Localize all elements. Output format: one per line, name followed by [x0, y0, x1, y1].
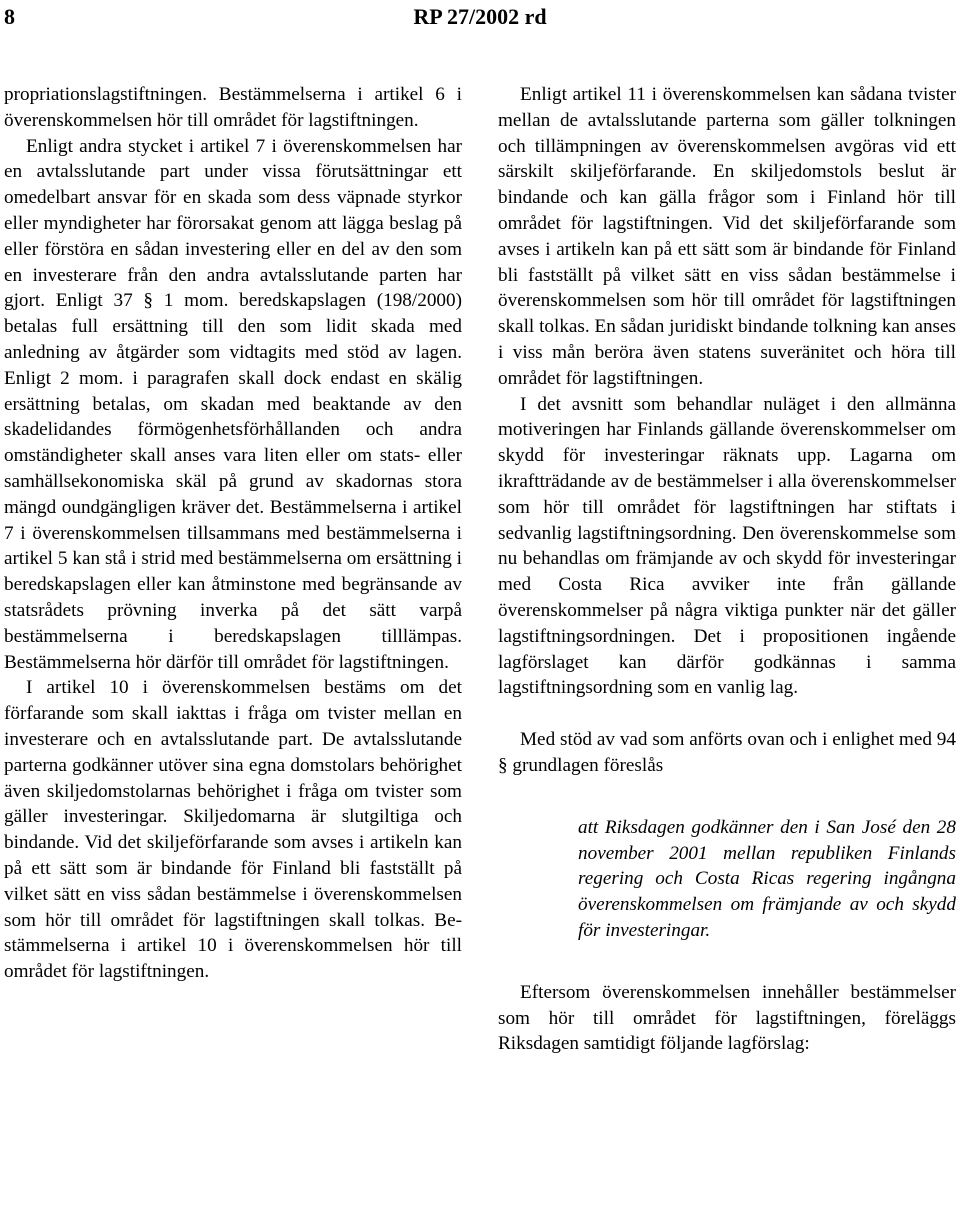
paragraph: Eftersom överenskommelsen innehåller bestämmelser som hör till området för lagstiftningen, föreläggs Riksdagen samtidigt följande lagförslag:: [498, 981, 956, 1055]
page-number: 8: [4, 4, 15, 29]
right-column: [498, 82, 956, 1057]
page-header: [0, 4, 960, 34]
paragraph: I det avsnitt som behandlar nuläget i den allmänna motiveringen har Finlands gällande överenskommelser om skydd för investeringar räknats upp. Lagarna om ikraftträdande av de bestämmelser i alla överenskommelser som hör till området för lagstiftningen har stiftats i sedvanlig lagstiftningsordning. Den överenskommelse som nu behandlas om främjande av och skydd för investeringar med Costa Rica avviker inte från gällande överenskommelser på några viktiga punkter när det gäller lagstiftningsordningen. Det i propositionen ingående lagförslaget kan därför godkännas i samma lagstiftningsordning som en vanlig lag.: [498, 393, 956, 699]
paragraph: Med stöd av vad som anförts ovan och i enlighet med 94 § grundlagen föreslås: [498, 729, 956, 776]
paragraph: propriationslagstiftningen. Bestämmelserna i artikel 6 i överenskommelsen hör till området för lagstiftningen.: [4, 84, 462, 131]
proposal-clause: att Riksdagen godkänner den i San José den 28 november 2001 mellan republiken Finlands regering och Costa Ricas regering ingångna överenskommelsen om främjande av och skydd för investeringar.: [578, 816, 956, 941]
left-column: [4, 82, 462, 985]
document-reference: RP 27/2002 rd: [413, 4, 547, 29]
paragraph: I artikel 10 i överenskommelsen bestäms om det förfarande som skall iakttas i fråga om tvister mellan en investerare och en avtalsslutande part. De avtalsslutande parterna godkänner utöver sina egna domstolars behörighet även skiljedomstolarnas behörighet i fråga om tvister som gäller investeringar. Skiljedomarna är slutgiltiga och bindande. Vid det skiljeförfarande som avses i artikeln kan på ett sätt som är bindande för Finland bli fastställt på vilket sätt en viss sådan bestämmelse i överenskommelsen som hör till området för lagstiftningen skall tolkas. Bestämmelserna i artikel 10 i överenskommelsen hör till området för lagstiftningen.: [4, 677, 462, 983]
paragraph: Enligt artikel 11 i överenskommelsen kan sådana tvister mellan de avtalsslutande parterna som gäller tolkningen och tillämpningen av överenskommelsen avgöras vid ett särskilt skiljeförfarande. En skiljedomstols beslut är bindande och kan gälla frågor som i Finland hör till området för lagstiftningen. Vid det skiljeförfarande som avses i artikeln kan på ett sätt som är bindande för Finland bli fastställt på vilket sätt en viss sådan bestämmelse i överenskommelsen som hör till området för lagstiftningen skall tolkas. En sådan juridiskt bindande tolkning kan anses i viss mån beröra även statens suveränitet och höra till området för lagstiftningen.: [498, 84, 956, 389]
paragraph: Enligt andra stycket i artikel 7 i överenskommelsen har en avtalsslutande part under vissa förutsättningar ett omedelbart ansvar för en skada som dess väpnade styrkor eller myndigheter har förorsakat genom att lägga beslag på eller förstöra en sådan investering eller en del av den som en investerare från den andra avtalsslutande parten har gjort. Enligt 37 § 1 mom. beredskapslagen (198/2000) betalas full ersättning till den som lidit skada med anledning av åtgärder som vidtagits med stöd av lagen. Enligt 2 mom. i paragrafen skall dock endast en skälig ersättning betalas, om skadan med beaktande av den skadelidandes förmögenhetsförhållanden och andra omständigheter skall anses vara liten eller om stats- eller samhällsekonomiska skäl på grund av skadornas stora mängd oundgängligen kräver det. Bestämmelserna i artikel 7 i överenskommelsen tillsammans med bestämmelserna i artikel 5 kan stå i strid med bestämmelserna om ersättning i beredskapslagen eller kan åtminstone med begränsande av statsrådets prövning inverka på det sätt varpå bestämmelserna i beredskapslagen tilllämpas. Bestämmelserna hör därför till området för lagstiftningen.: [4, 135, 462, 673]
